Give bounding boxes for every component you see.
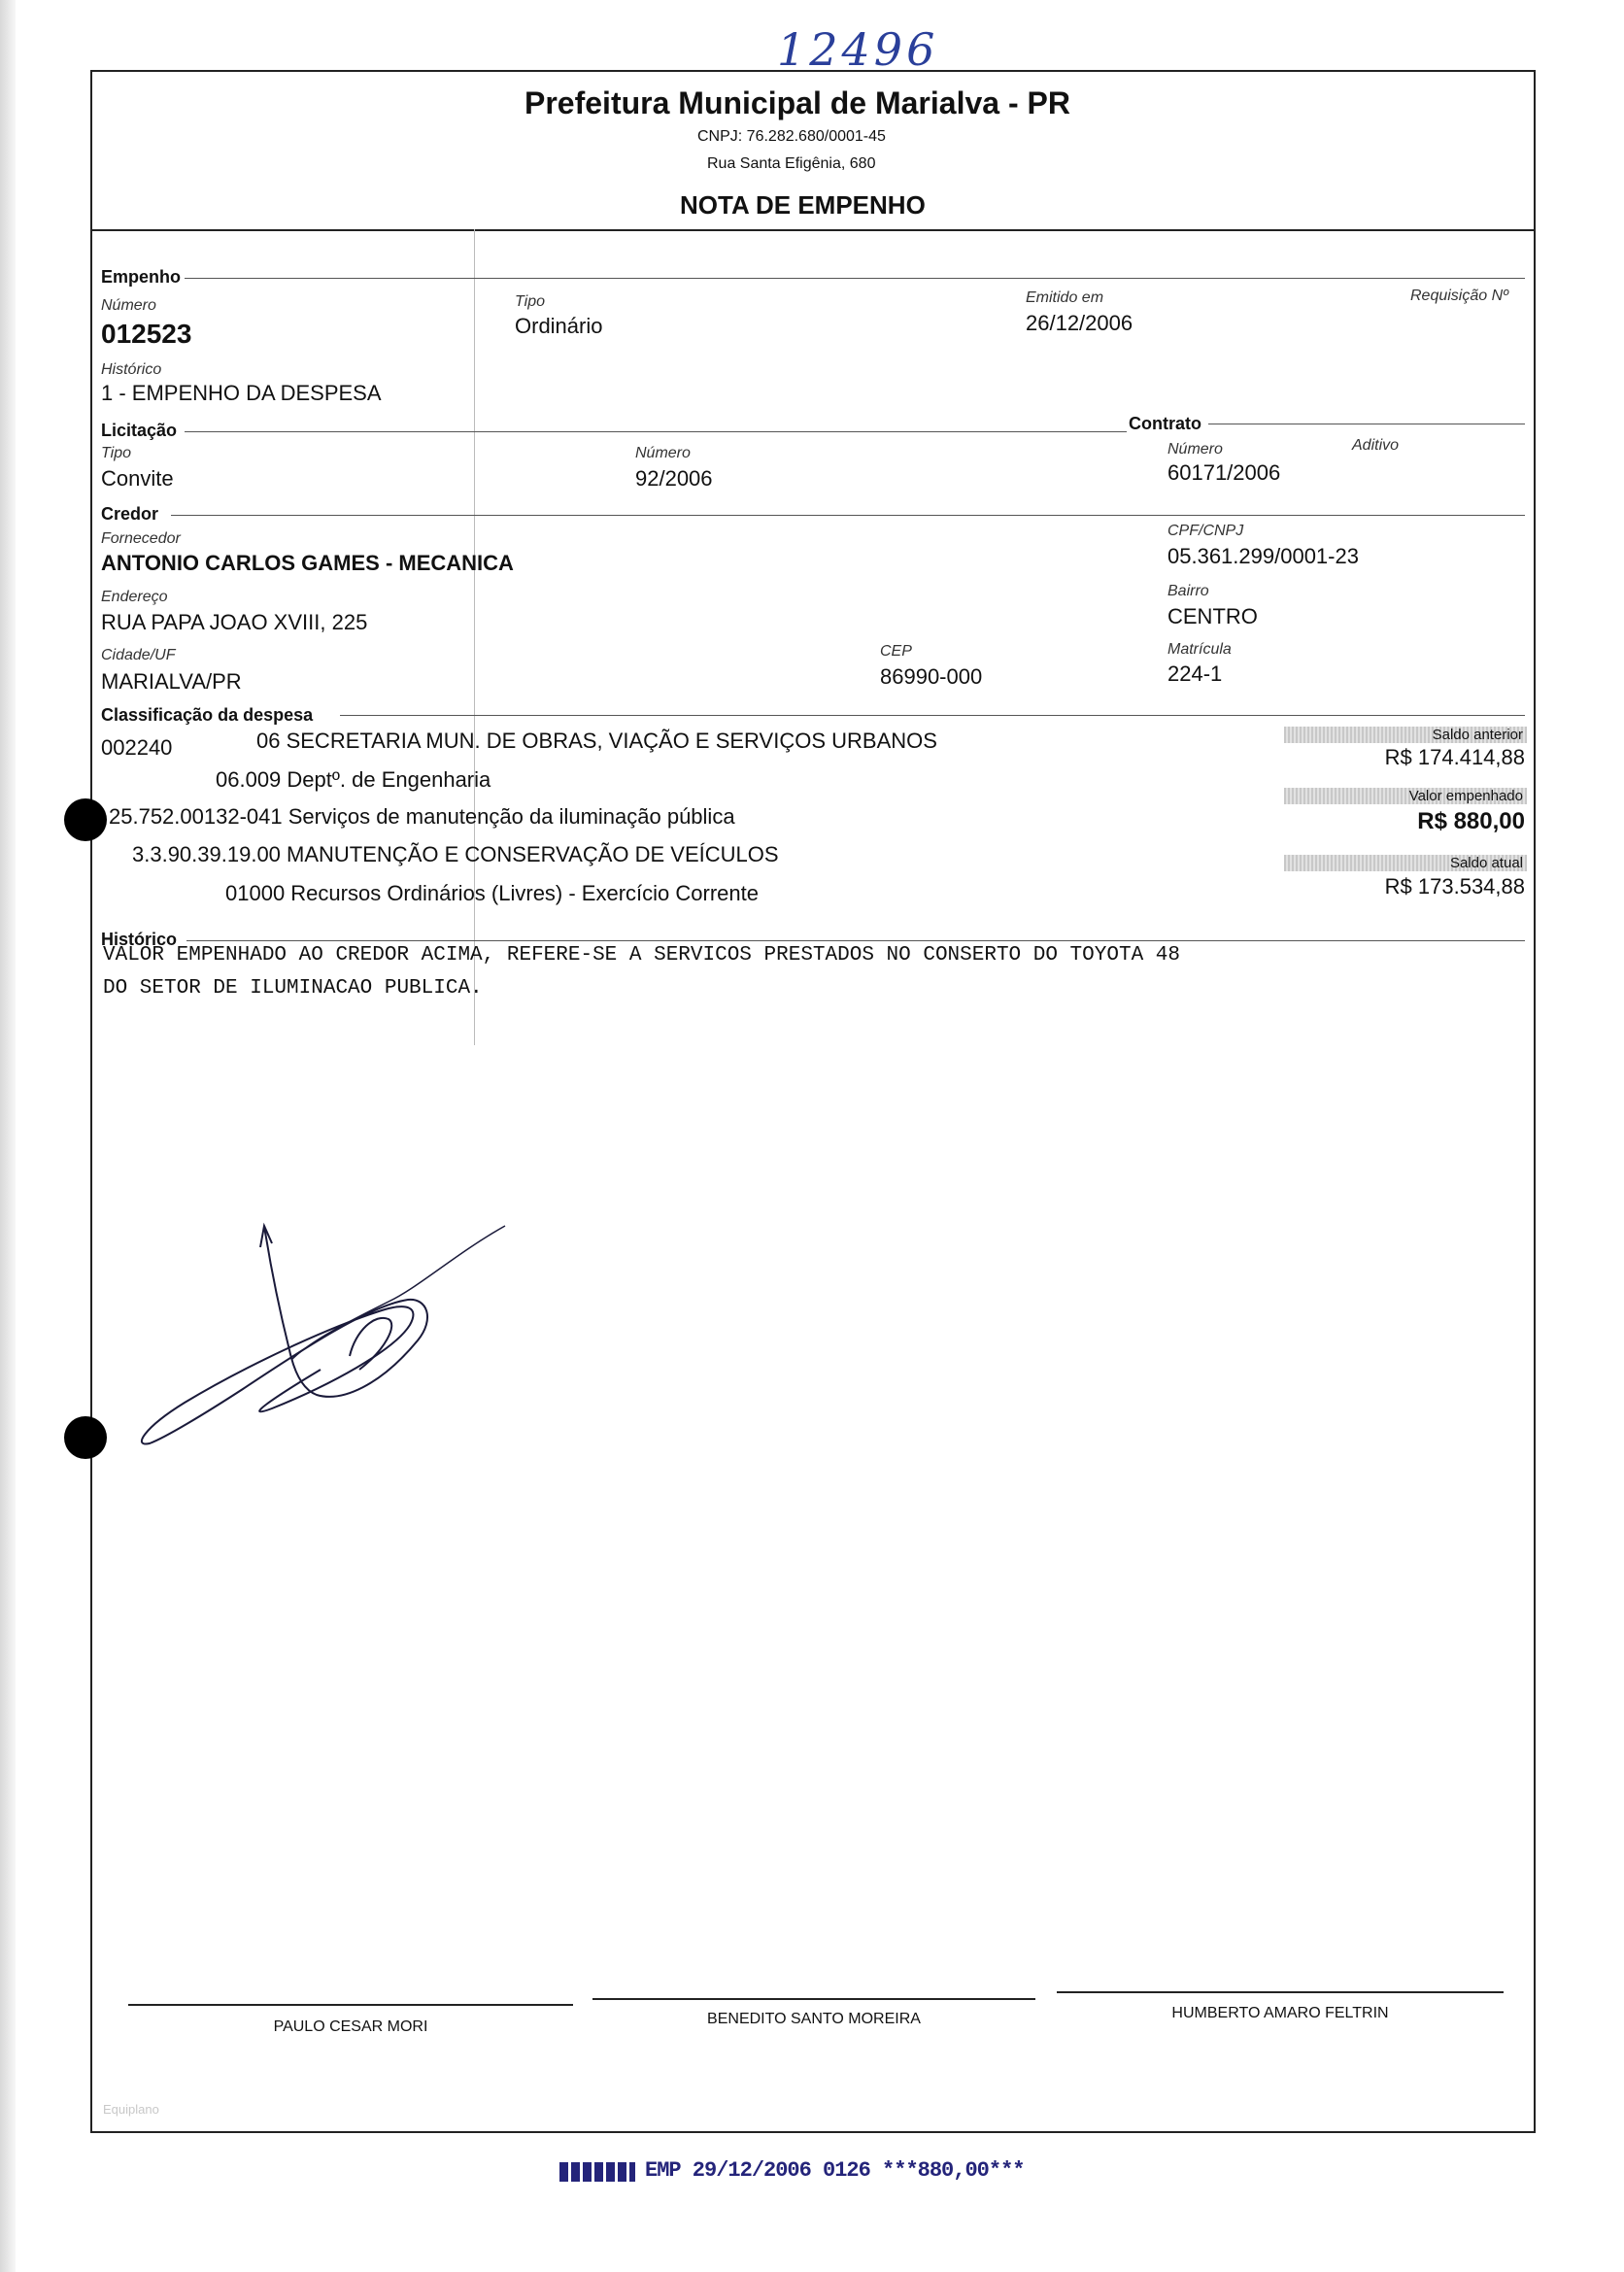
cidade: MARIALVA/PR — [101, 669, 242, 694]
dotacao-recurso: 01000 Recursos Ordinários (Livres) - Exercício Corrente — [225, 881, 759, 905]
contrato-numero-label: Número — [1167, 441, 1223, 458]
valor-empenhado-label: Valor empenhado — [1284, 788, 1527, 804]
endereco-label: Endereço — [101, 589, 168, 605]
cep: 86990-000 — [880, 664, 983, 689]
empenho-emitido-label: Emitido em — [1026, 289, 1104, 306]
contrato-numero: 60171/2006 — [1167, 460, 1281, 485]
signature-name-3: HUMBERTO AMARO FELTRIN — [1171, 2005, 1389, 2021]
stamp-text: EMP 29/12/2006 0126 ***880,00*** — [645, 2158, 1025, 2183]
saldo-atual: R$ 173.534,88 — [1384, 874, 1525, 899]
header-address: Rua Santa Efigênia, 680 — [707, 155, 876, 172]
endereco: RUA PAPA JOAO XVIII, 225 — [101, 610, 368, 634]
bairro: CENTRO — [1167, 604, 1258, 628]
signature-name-2: BENEDITO SANTO MOREIRA — [707, 2011, 921, 2027]
handwritten-number: 12496 — [777, 23, 939, 76]
cidade-label: Cidade/UF — [101, 647, 176, 663]
empenho-numero: 012523 — [101, 319, 192, 349]
cpf-cnpj-label: CPF/CNPJ — [1167, 523, 1244, 539]
handwritten-signature — [126, 1204, 515, 1476]
header-bottom-line — [90, 229, 1534, 231]
dotacao-programa: 25.752.00132-041 Serviços de manutenção da iluminação pública — [109, 804, 735, 829]
contrato-section-title: Contrato — [1129, 414, 1205, 434]
dotacao-secretaria: 06 SECRETARIA MUN. DE OBRAS, VIAÇÃO E SERVIÇOS URBANOS — [256, 729, 937, 753]
header-cnpj: CNPJ: 76.282.680/0001-45 — [697, 128, 886, 145]
empenho-historico-label: Histórico — [101, 361, 162, 378]
saldo-atual-label: Saldo atual — [1284, 855, 1527, 871]
empenho-emitido: 26/12/2006 — [1026, 311, 1133, 335]
empenho-historico: 1 - EMPENHO DA DESPESA — [101, 381, 382, 405]
empenho-numero-label: Número — [101, 297, 156, 314]
punch-hole-bottom — [64, 1416, 107, 1459]
empenho-rule — [185, 278, 1525, 279]
document-frame — [90, 70, 1536, 2133]
requisicao-label: Requisição Nº — [1410, 288, 1508, 304]
saldo-anterior-label: Saldo anterior — [1284, 727, 1527, 743]
saldo-anterior: R$ 174.414,88 — [1384, 745, 1525, 769]
matricula-label: Matrícula — [1167, 641, 1232, 658]
dotacao-departamento: 06.009 Deptº. de Engenharia — [216, 767, 491, 792]
aditivo-label: Aditivo — [1352, 437, 1400, 454]
footer-small-text: Equiplano — [103, 2102, 159, 2117]
empenho-tipo-label: Tipo — [515, 293, 545, 310]
empenho-section-title: Empenho — [101, 267, 185, 288]
licitacao-tipo-label: Tipo — [101, 445, 131, 461]
signature-line-3 — [1057, 1991, 1504, 1993]
stamp-logo-icon — [559, 2162, 635, 2182]
licitacao-numero-label: Número — [635, 445, 691, 461]
cpf-cnpj: 05.361.299/0001-23 — [1167, 544, 1359, 568]
signature-name-1: PAULO CESAR MORI — [273, 2018, 428, 2035]
licitacao-numero: 92/2006 — [635, 466, 713, 491]
valor-empenhado: R$ 880,00 — [1417, 808, 1525, 834]
historico-line-1: VALOR EMPENHADO AO CREDOR ACIMA, REFERE-SE A SERVICOS PRESTADOS NO CONSERTO DO TOYOTA 48 — [103, 944, 1180, 966]
fornecedor-label: Fornecedor — [101, 530, 181, 547]
licitacao-section-title: Licitação — [101, 421, 181, 441]
historico-rule — [186, 940, 1525, 941]
historico-section-title: Histórico — [101, 930, 181, 950]
classificacao-section-title: Classificação da despesa — [101, 705, 317, 726]
punch-hole-top — [64, 798, 107, 841]
dotacao-code: 002240 — [101, 735, 173, 760]
classificacao-rule — [340, 715, 1525, 716]
matricula: 224-1 — [1167, 661, 1223, 686]
dotacao-elemento: 3.3.90.39.19.00 MANUTENÇÃO E CONSERVAÇÃO DE VEÍCULOS — [132, 842, 779, 866]
signature-line-1 — [128, 2004, 573, 2006]
licitacao-tipo: Convite — [101, 466, 174, 491]
bairro-label: Bairro — [1167, 583, 1209, 599]
scan-edge-shadow — [0, 0, 16, 2272]
licitacao-rule — [185, 431, 1127, 432]
empenho-tipo: Ordinário — [515, 314, 603, 338]
historico-line-2: DO SETOR DE ILUMINACAO PUBLICA. — [103, 977, 483, 1000]
fornecedor: ANTONIO CARLOS GAMES - MECANICA — [101, 551, 514, 575]
document-title: NOTA DE EMPENHO — [680, 190, 926, 220]
credor-rule — [171, 515, 1525, 516]
signature-line-2 — [592, 1998, 1035, 2000]
scan-vertical-artifact — [474, 229, 475, 1045]
cep-label: CEP — [880, 643, 912, 660]
credor-section-title: Credor — [101, 504, 162, 525]
header-title: Prefeitura Municipal de Marialva - PR — [524, 85, 1070, 120]
